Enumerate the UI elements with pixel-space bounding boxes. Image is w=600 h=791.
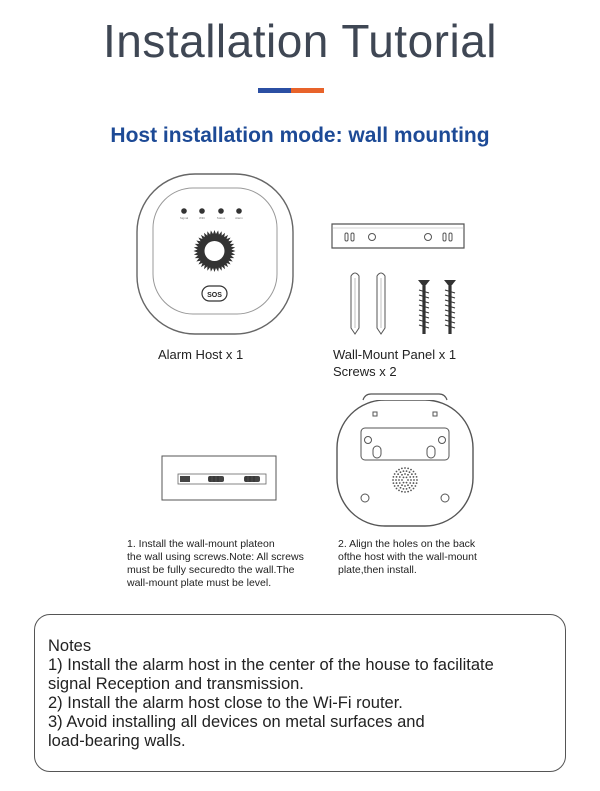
led-label-status: Status	[216, 216, 226, 220]
panel-caption-line1: Wall-Mount Panel x 1	[333, 347, 457, 362]
page-title: Installation Tutorial	[102, 15, 498, 67]
step1-line: the wall using screws.Note: All screws	[127, 551, 304, 563]
wall-anchors-icon	[345, 270, 395, 336]
wall-mount-panel-illustration	[330, 220, 466, 252]
led-label-wifi: WiFi	[199, 216, 205, 220]
alarm-host-back-illustration	[335, 394, 475, 528]
alarm-host-caption: Alarm Host x 1	[158, 347, 244, 362]
panel-caption-line2: Screws x 2	[333, 364, 397, 379]
wall-plate-installed-illustration	[160, 452, 278, 502]
accent-blue	[258, 88, 291, 93]
notes-line: 2) Install the alarm host close to the Wi-Fi router.	[48, 694, 403, 712]
notes-line: 3) Avoid installing all devices on metal surfaces and	[48, 713, 425, 731]
notes-line: signal Reception and transmission.	[48, 675, 304, 693]
notes-line: 1) Install the alarm host in the center of the house to facilitate	[48, 656, 494, 674]
step2-line: ofthe host with the wall-mount	[338, 551, 477, 563]
led-label-alarm: Alarm	[235, 216, 243, 220]
notes-line: load-bearing walls.	[48, 732, 186, 750]
step1-line: wall-mount plate must be level.	[127, 577, 272, 589]
notes-section	[48, 637, 568, 751]
title-accent-bar	[258, 88, 324, 93]
section-subtitle: Host installation mode: wall mounting	[110, 124, 490, 147]
step1-line: must be fully securedto the wall.The	[127, 564, 295, 576]
notes-heading: Notes	[48, 637, 92, 655]
step2-line: 2. Align the holes on the back	[338, 538, 476, 550]
alarm-host-illustration	[135, 172, 295, 336]
led-label-signal: Signal	[179, 216, 189, 220]
screws-icon	[410, 278, 466, 336]
sos-button-label: SOS	[207, 292, 222, 299]
step1-line: 1. Install the wall-mount plateon	[127, 538, 275, 550]
step2-line: plate,then install.	[338, 564, 417, 576]
accent-orange	[291, 88, 324, 93]
